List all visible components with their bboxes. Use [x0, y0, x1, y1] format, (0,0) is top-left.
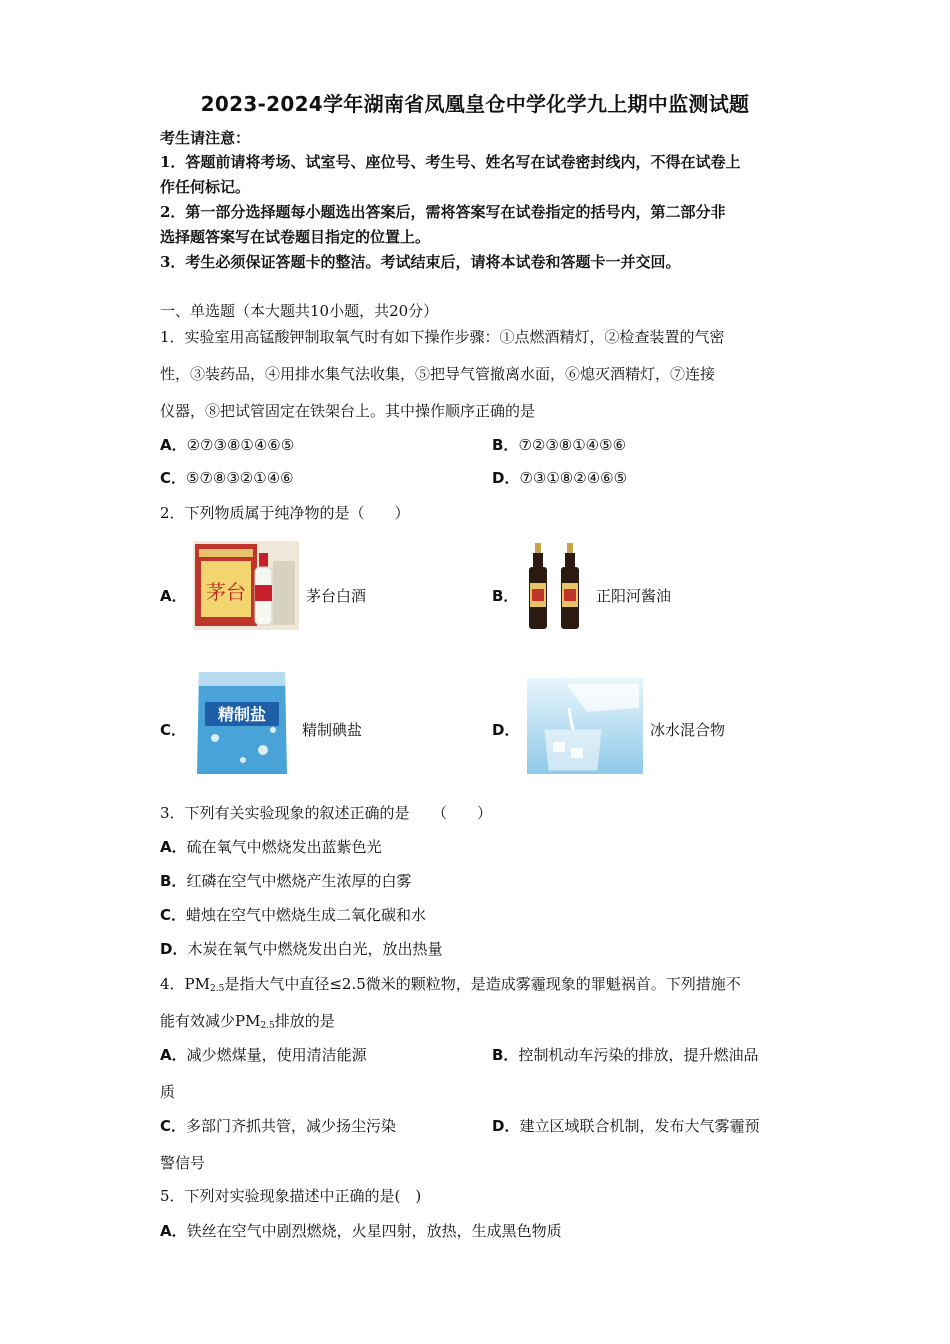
q2-option-d-text: 冰水混合物: [650, 721, 726, 739]
q1-option-c[interactable]: C．⑤⑦⑧③②①④⑥: [160, 469, 294, 487]
q4-option-a[interactable]: A．减少燃煤量，使用清洁能源: [160, 1046, 367, 1064]
q1-stem-line: 1．实验室用高锰酸钾制取氧气时有如下操作步骤：①点燃酒精灯，②检查装置的气密: [160, 328, 725, 346]
q1-option-d[interactable]: D．⑦③①⑧②④⑥⑤: [492, 469, 628, 487]
q4-option-c[interactable]: C．多部门齐抓共管，减少扬尘污染: [160, 1117, 397, 1135]
q2-option-d[interactable]: D．: [492, 721, 520, 739]
ice-water-image: [527, 678, 643, 774]
q1-option-a[interactable]: A．②⑦③⑧①④⑥⑤: [160, 436, 295, 454]
q3-option-a[interactable]: A．硫在氧气中燃烧发出蓝紫色光: [160, 838, 382, 856]
q3-stem: 3．下列有关实验现象的叙述正确的是 （ ）: [160, 804, 493, 822]
q1-option-b[interactable]: B．⑦②③⑧①④⑤⑥: [492, 436, 627, 454]
q4-option-d[interactable]: D．建立区域联合机制，发布大气雾霾预: [492, 1117, 760, 1135]
notice-line: 选择题答案写在试卷题目指定的位置上。: [160, 228, 431, 246]
salt-bag-label: 精制盐: [217, 705, 267, 724]
notice-line: 3．考生必须保证答题卡的整洁。考试结束后，请将本试卷和答题卡一并交回。: [160, 253, 681, 271]
q2-option-a[interactable]: A．: [160, 587, 187, 605]
q4-option-d-wrap: 警信号: [160, 1154, 206, 1172]
q1-stem-line: 仪器，⑧把试管固定在铁架台上。其中操作顺序正确的是: [160, 402, 536, 420]
q4-stem-line: 能有效减少$PM_{2.5}$排放的是: [160, 1012, 335, 1031]
notice-line: 作任何标记。: [160, 178, 251, 196]
notice-line: 1．答题前请将考场、试室号、座位号、考生号、姓名写在试卷密封线内，不得在试卷上: [160, 153, 741, 171]
notice-heading: 考生请注意：: [160, 129, 251, 147]
moutai-label: 茅台: [206, 580, 246, 604]
q5-stem: 5．下列对实验现象描述中正确的是( ): [160, 1187, 422, 1205]
q2-option-a-text: 茅台白酒: [306, 587, 367, 605]
q4-stem-line: 4．$PM_{2.5}$是指大气中直径≤2.5微米的颗粒物，是造成雾霾现象的罪魁祸首。下列措施不: [160, 975, 741, 994]
q3-option-c[interactable]: C．蜡烛在空气中燃烧生成二氧化碳和水: [160, 906, 427, 924]
salt-bag-image: [193, 668, 291, 778]
q3-option-b[interactable]: B．红磷在空气中燃烧产生浓厚的白雾: [160, 872, 412, 890]
q4-option-b-wrap: 质: [160, 1083, 176, 1101]
notice-line: 2．第一部分选择题每小题选出答案后，需将答案写在试卷指定的括号内，第二部分非: [160, 203, 726, 221]
section-heading: 一、单选题（本大题共10小题，共20分）: [160, 302, 439, 320]
moutai-image: [193, 541, 299, 630]
q2-option-c[interactable]: C．: [160, 721, 187, 739]
q4-option-b[interactable]: B．控制机动车污染的排放，提升燃油品: [492, 1046, 759, 1064]
q1-stem-line: 性，③装药品，④用排水集气法收集，⑤把导气管撤离水面，⑥熄灭酒精灯，⑦连接: [160, 365, 716, 383]
q2-option-b[interactable]: B．: [492, 587, 519, 605]
q3-option-d[interactable]: D．木炭在氧气中燃烧发出白光，放出热量: [160, 940, 443, 958]
soy-sauce-image: [524, 541, 588, 631]
q5-option-a[interactable]: A．铁丝在空气中剧烈燃烧，火星四射，放热，生成黑色物质: [160, 1222, 562, 1240]
q2-option-b-text: 正阳河酱油: [596, 587, 672, 605]
q2-option-c-text: 精制碘盐: [302, 721, 363, 739]
q2-stem: 2．下列物质属于纯净物的是（ ）: [160, 504, 410, 522]
page-title: 2023-2024学年湖南省凤凰皇仓中学化学九上期中监测试题: [200, 92, 750, 116]
